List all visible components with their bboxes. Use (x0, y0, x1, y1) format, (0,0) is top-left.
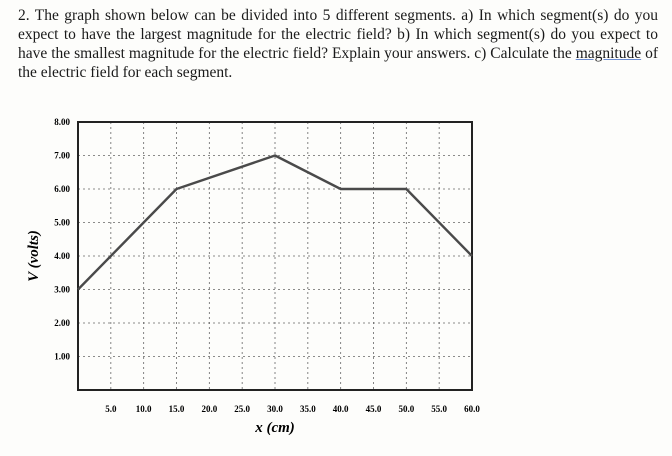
x-tick-label: 30.0 (267, 404, 283, 414)
chart-grid (78, 122, 472, 390)
x-tick-label: 60.0 (464, 404, 480, 414)
x-tick-label: 15.0 (168, 404, 185, 414)
x-tick-label: 25.0 (234, 404, 251, 414)
x-tick-label: 20.0 (201, 404, 218, 414)
y-tick-label: 2.00 (54, 318, 70, 328)
x-tick-label: 45.0 (365, 404, 382, 414)
question-body-end: of the electric field for each segment. (18, 45, 658, 81)
underlined-word: magnitude (575, 45, 642, 62)
y-tick-label: 1.00 (54, 351, 70, 362)
question-number: 2. (18, 7, 30, 24)
y-axis-label: V (volts) (26, 230, 42, 282)
y-tick-label: 7.00 (54, 150, 70, 161)
question-body: The graph shown below can be divided into 5 different segments. a) In which segment(s) do you expect to have the largest magnitude for the electric field? b) In which segment(s) do you expect to have the smallest magnitude for the electric field? Explain your answers. c) Calculate the (18, 7, 658, 62)
x-tick-label: 5.0 (105, 404, 117, 414)
x-tick-label: 50.0 (398, 404, 415, 414)
y-tick-label: 3.00 (54, 284, 70, 295)
x-tick-label: 55.0 (431, 404, 448, 414)
x-tick-label: 10.0 (135, 404, 152, 414)
y-tick-label: 5.00 (54, 217, 70, 228)
x-tick-label: 40.0 (332, 404, 349, 414)
y-tick-label: 8.00 (54, 117, 70, 127)
x-tick-labels (105, 404, 480, 414)
y-tick-label: 6.00 (54, 184, 70, 194)
x-axis-label: x (cm) (255, 420, 295, 436)
x-tick-label: 35.0 (299, 404, 316, 414)
y-tick-labels (54, 117, 70, 362)
y-tick-label: 4.00 (54, 251, 70, 261)
